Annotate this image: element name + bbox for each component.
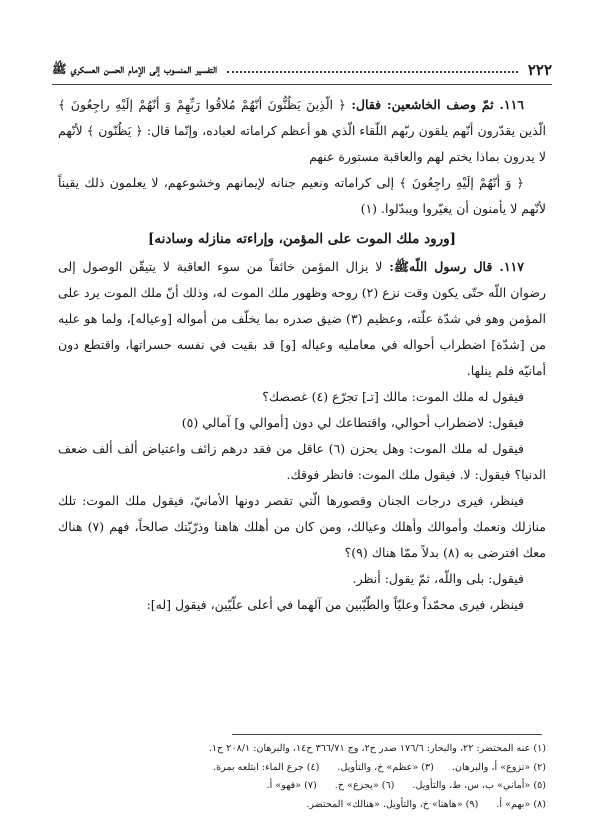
footnote-4: (٤) جرع الماء: ابتلعه بمرة.: [213, 761, 320, 773]
footnote-6: (٦) «يجزع» خ.: [334, 780, 395, 791]
footnote-9: (٩) «هاهنا» خ، والتأويل. «هنالك» المحتضر.: [306, 798, 479, 810]
dialogue-line-2: فيقول: لاضطراب أحوالي، واقتطاعك لي دون [أموالي و] آمالي (٥): [181, 415, 524, 430]
paragraph-116-text: ﴿ الّذِينَ يَظُنُّونَ أنّهُمْ مُلاقُوا رَبِّهِمْ وَ أنّهُمْ إلَيْهِ راجِعُونَ ﴾ الّذين يقدّرون أنّهم يلقون ربّهم اللّقاء الّذي هو أعظم كراماته لعباده، وإنّما قال: ﴿ يَظُنّون ﴾ لأنّهم لا يدرون بماذا يختم لهم والعاقبة مستورة عنهم: [58, 97, 546, 164]
footnotes: [58, 740, 546, 814]
footnote-row: [58, 759, 546, 778]
section-heading: [ورود ملك الموت على المؤمن، وإراءته منازله وسادنه]: [147, 231, 457, 247]
running-header: [52, 58, 552, 82]
paragraph-117: [58, 254, 546, 384]
paragraph-117-text: لا يزال المؤمن خائفاً من سوء العاقبة لا يتيقّن الوصول إلى رضوان اللّه حتّى يكون وقت نزع (٢) روحه وظهور ملك الموت له، وذلك أنّ ملك الموت يرد على المؤمن وهو في شدّة علّته، وعظيم (٣) ضيق صدره بما يخلّف من أمواله [وعياله]، ولما هو عليه من [شدّة] اضطراب أحواله في معامليه وعياله [و] قد بقيت في نفسه حسراتها، واقتطع دون أمانيّه فلم ينلها.: [57, 259, 547, 378]
dialogue-line-5: فيقول: بلى واللّه، ثمّ يقول: أنظر.: [352, 571, 524, 586]
header-dotted-separator: [227, 71, 518, 73]
footnote-7: (٧) «فهو» أ.: [266, 780, 317, 791]
footnote-row: [58, 796, 546, 815]
header-rule: [52, 84, 552, 85]
footnote-5: (٥) «أماني» ب، س، ط، والتأويل.: [412, 780, 546, 791]
page-number: ٢٢٢: [527, 61, 552, 79]
footnote-rule: [232, 734, 542, 735]
dialogue-line-4: فينظر، فيرى درجات الجنان وقصورها الّتي تقصر دونها الأمانيّ، فيقول ملك الموت: تلك منازلك ونعمك وأموالك وأهلك وعيالك، ومن كان من أهلك هاهنا وذرّيّتك صالحاً، فهم (٧) هناك معك افترضى به (٨) بدلاً ممّا هناك (٩)؟: [58, 493, 546, 560]
footnote-3: (٣) «عظم» خ، والتأويل.: [337, 761, 434, 773]
footnote-8: (٨) «بهم» أ.: [496, 798, 546, 810]
dialogue-line-3: فيقول له ملك الموت: وهل يحزن (٦) عاقل من فقد درهم زائف واعتياض ألف ألف ضعف الدنيا؟ فيقول: لا. فيقول ملك الموت: فانظر فوقك.: [58, 441, 546, 482]
paragraph-116-lead: ١١٦. ثمّ وصف الخاشعين: فقال:: [351, 97, 525, 112]
paragraph-116: [58, 92, 546, 170]
footnote-2: (٢) «نزوع» أ، والبرهان.: [451, 761, 546, 773]
dialogue-line-6: فينظر، فيرى محمّداً وعليّاً والطّيّبين من آلهما في أعلى علّيّين، فيقول [له]:: [146, 597, 524, 612]
footnote-1: (١) عنه المحتضر: ٢٢، والبحار: ١٧٦/٦ صدر ح٢، وج ٣٦٦/٧١ ح١٤، والبرهان: ٢٠٨/١ ح١.: [208, 743, 546, 754]
footnote-row: [58, 740, 546, 759]
main-text: [58, 92, 546, 618]
footnote-row: [58, 777, 546, 796]
paragraph-117-lead: ١١٧. قال رسول اللّهﷺ:: [389, 259, 524, 274]
dialogue-line-1: فيقول له ملك الموت: مالك [تـ] تجرّع (٤) غصصك؟: [262, 389, 524, 404]
header-title: التفسير المنسوب إلى الإمام الحسن العسكري ﷺ: [52, 61, 218, 76]
paragraph-116-continued: ﴿ وَ أنّهُمْ إلَيْهِ راجِعُونَ ﴾ إلى كراماته ونعيم جنانه لإيمانهم وخشوعهم، لا يعلمون ذلك يقيناً لأنّهم لا يأمنون أن يغيّروا ويبدّلوا. (١): [58, 175, 546, 216]
